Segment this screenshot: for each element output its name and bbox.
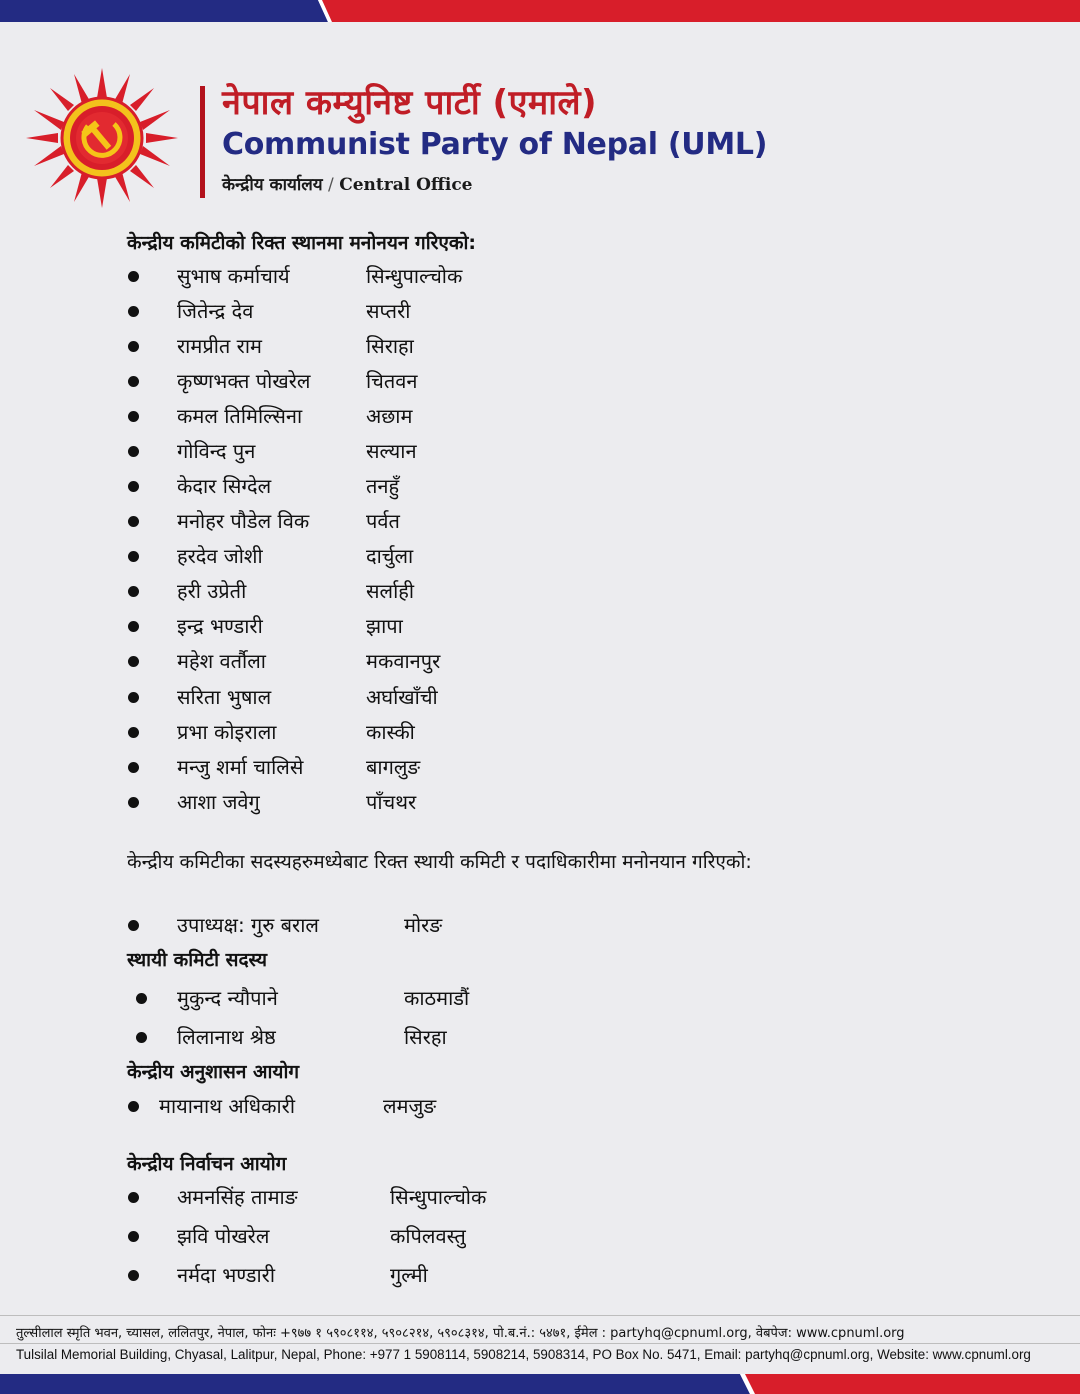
member-district: दार्चुला: [366, 544, 414, 568]
list-item: [0, 1222, 700, 1252]
member-name: नर्मदा भण्डारी: [177, 1263, 276, 1287]
member-name: अमनसिंह तामाङ: [177, 1185, 298, 1209]
bullet: [128, 621, 139, 632]
list-item: [0, 683, 700, 713]
bullet: [128, 551, 139, 562]
discipline-commission-heading: केन्द्रीय अनुशासन आयोग: [127, 1061, 300, 1083]
list-item: [0, 367, 700, 397]
list-item: [0, 437, 700, 467]
list-item: [0, 402, 700, 432]
bullet: [136, 993, 147, 1004]
bullet: [128, 481, 139, 492]
member-name: कृष्णभक्त पोखरेल: [177, 369, 311, 393]
list-item: [0, 507, 700, 537]
member-district: मोरङ: [404, 913, 443, 937]
bottom-color-band: [0, 1370, 1080, 1394]
member-name: प्रभा कोइराला: [177, 720, 277, 744]
member-name: मुकुन्द न्यौपाने: [177, 986, 278, 1010]
list-item: [0, 297, 700, 327]
list-item: [0, 1023, 700, 1053]
member-district: सिन्धुपाल्चोक: [366, 264, 463, 288]
member-district: गुल्मी: [390, 1263, 428, 1287]
bullet: [128, 656, 139, 667]
bullet: [128, 920, 139, 931]
member-name: आशा जवेगु: [177, 790, 260, 814]
member-name: मन्जु शर्मा चालिसे: [177, 755, 304, 779]
list-item: [0, 984, 700, 1014]
member-district: सर्लाही: [366, 579, 415, 603]
bullet: [128, 446, 139, 457]
list-item: [0, 753, 700, 783]
list-item: [0, 612, 700, 642]
member-district: चितवन: [366, 369, 418, 393]
member-district: अछाम: [366, 404, 413, 428]
bullet: [128, 516, 139, 527]
footer-divider: [0, 1343, 1080, 1344]
member-name: झवि पोखरेल: [177, 1224, 270, 1248]
member-name: महेश वर्तौला: [177, 649, 266, 673]
member-district: सल्यान: [366, 439, 417, 463]
member-name: इन्द्र भण्डारी: [177, 614, 263, 638]
member-name: कमल तिमिल्सिना: [177, 404, 303, 428]
office-label-separator: /: [328, 175, 334, 195]
bullet: [128, 762, 139, 773]
member-name: केदार सिग्देल: [177, 474, 272, 498]
member-district: तनहुँ: [366, 474, 400, 498]
member-name: उपाध्यक्ष: गुरु बराल: [177, 913, 319, 937]
bullet: [128, 376, 139, 387]
footer-address-nepali: तुल्सीलाल स्मृति भवन, च्यासल, ललितपुर, नेपाल, फोनः +९७७ १ ५९०८११४, ५९०८२१४, ५९०८३१४, पो.ब.नं.: ५४७१, ईमेल : partyhq@cpnuml.org, वेबपेज: www.cpnuml.org: [16, 1326, 905, 1341]
member-name: जितेन्द्र देव: [177, 299, 254, 323]
member-district: पाँचथर: [366, 790, 417, 814]
list-item: [0, 1261, 700, 1291]
list-item: [0, 1092, 700, 1122]
list-item: [0, 577, 700, 607]
member-name: हरदेव जोशी: [177, 544, 263, 568]
member-name: गोविन्द पुन: [177, 439, 256, 463]
bullet: [128, 411, 139, 422]
member-district: सप्तरी: [366, 299, 411, 323]
bullet: [128, 692, 139, 703]
bullet: [136, 1032, 147, 1043]
member-name: सुभाष कर्माचार्य: [177, 264, 290, 288]
member-district: सिराहा: [366, 334, 414, 358]
list-item: [0, 542, 700, 572]
top-color-band: [0, 0, 1080, 26]
member-district: बागलुङ: [366, 755, 421, 779]
bullet: [128, 797, 139, 808]
list-item: [0, 472, 700, 502]
footer-address-english: Tulsilal Memorial Building, Chyasal, Lalitpur, Nepal, Phone: +977 1 5908114, 5908214, 5908314, PO Box No. 5471, Email: partyhq@cpnuml.org, Website: www.cpnuml.org: [16, 1347, 1031, 1362]
member-name: हरी उप्रेती: [177, 579, 247, 603]
member-district: काठमाडौं: [404, 986, 470, 1010]
member-name: रामप्रीत राम: [177, 334, 262, 358]
list-item: [0, 1183, 700, 1213]
bullet: [128, 1101, 139, 1112]
party-emblem-icon: [22, 64, 182, 212]
party-name-english: Communist Party of Nepal (UML): [222, 127, 768, 162]
bullet: [128, 727, 139, 738]
bullet: [128, 1270, 139, 1281]
header-divider: [200, 86, 205, 198]
vice-chair-item: [0, 911, 700, 941]
election-commission-heading: केन्द्रीय निर्वाचन आयोग: [127, 1153, 287, 1175]
party-name-nepali: नेपाल कम्युनिष्ट पार्टी (एमाले): [222, 83, 598, 123]
list-item: [0, 788, 700, 818]
list-item: [0, 332, 700, 362]
bullet: [128, 271, 139, 282]
list-item: [0, 262, 700, 292]
office-label-nepali: केन्द्रीय कार्यालय: [222, 175, 323, 195]
member-district: सिन्धुपाल्चोक: [390, 1185, 487, 1209]
member-district: मकवानपुर: [366, 649, 441, 673]
member-district: झापा: [366, 614, 403, 638]
bullet: [128, 586, 139, 597]
bullet: [128, 1231, 139, 1242]
member-district: पर्वत: [366, 509, 400, 533]
office-label-english: Central Office: [339, 175, 473, 195]
member-district: कपिलवस्तु: [390, 1224, 466, 1248]
bullet: [128, 341, 139, 352]
list-item: [0, 647, 700, 677]
footer-divider: [0, 1315, 1080, 1316]
member-name: मनोहर पौडेल विक: [177, 509, 310, 533]
standing-committee-heading: स्थायी कमिटी सदस्य: [127, 949, 267, 971]
section2-heading: केन्द्रीय कमिटीका सदस्यहरुमध्येबाट रिक्त स्थायी कमिटी र पदाधिकारीमा मनोनयान गरिएको:: [127, 851, 752, 873]
member-name: सरिता भुषाल: [177, 685, 272, 709]
member-district: कास्की: [366, 720, 415, 744]
member-name: मायानाथ अधिकारी: [159, 1094, 295, 1118]
member-district: सिरहा: [404, 1025, 447, 1049]
member-district: अर्घाखाँची: [366, 685, 438, 709]
bullet: [128, 306, 139, 317]
member-name: लिलानाथ श्रेष्ठ: [177, 1025, 276, 1049]
section1-heading: केन्द्रीय कमिटीको रिक्त स्थानमा मनोनयन गरिएको:: [127, 232, 477, 254]
list-item: [0, 718, 700, 748]
office-label: [222, 172, 472, 195]
bullet: [128, 1192, 139, 1203]
member-district: लमजुङ: [383, 1094, 437, 1118]
